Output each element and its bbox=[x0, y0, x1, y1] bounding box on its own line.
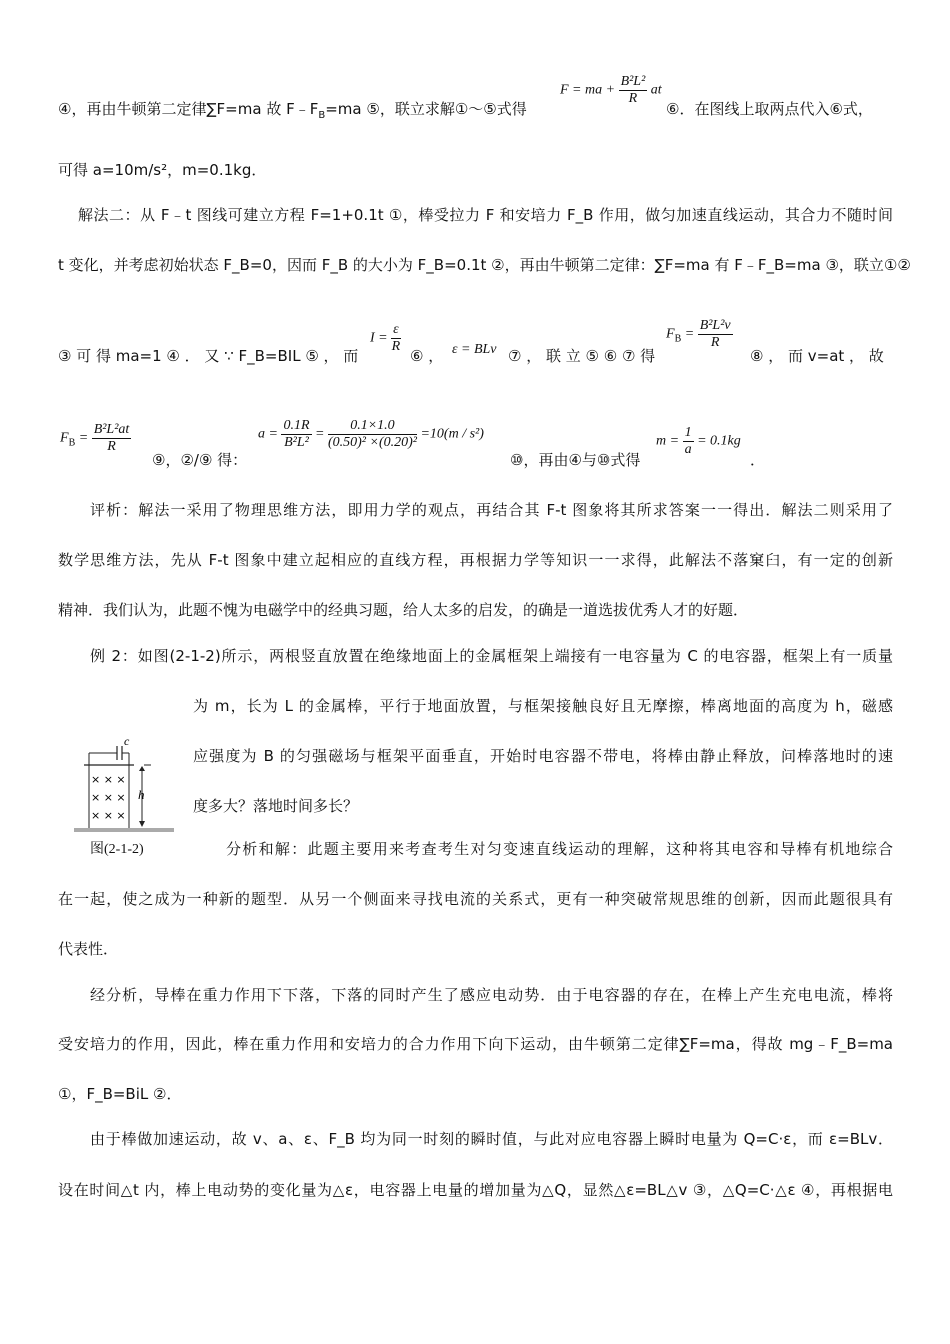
text-line-13: 度多大？落地时间多长？ bbox=[193, 797, 359, 815]
height-label: h bbox=[138, 787, 145, 802]
ground bbox=[74, 828, 174, 832]
text-line-10: 例 2：如图(2-1-2)所示，两根竖直放置在绝缘地面上的金属框架上端接有一电容量为 C 的电容器，框架上有一质量 bbox=[90, 647, 893, 665]
text-line-7: 评析：解法一采用了物理思维方法，即用力学的观点，再结合其 F-t 图象将其所求答案一一得出．解法二则采用了 bbox=[90, 501, 893, 519]
field-crosses-row-3: × × × bbox=[91, 809, 126, 822]
arrow-head-down bbox=[139, 821, 145, 827]
text-line-1: ④，再由牛顿第二定律∑F=ma 故 $F﹣F_B=ma$ ⑤，联立求解①～⑤式得 bbox=[58, 100, 527, 121]
text-line-19: ①，F_B=BiL ②． bbox=[58, 1085, 182, 1103]
text-line-5c: ⑦ ， 联 立 ⑤ ⑥ ⑦ 得 bbox=[508, 347, 656, 365]
text-line-18: 受安培力的作用，因此，棒在重力作用和安培力的合力作用下向下运动，由牛顿第二定律∑F=ma，得故 mg﹣F_B=ma bbox=[58, 1035, 893, 1053]
capacitor-label: c bbox=[124, 734, 130, 748]
text-line-5b: ⑥ ， bbox=[410, 347, 444, 365]
field-crosses-row-1: × × × bbox=[91, 773, 126, 786]
text-line-9: 精神．我们认为，此题不愧为电磁学中的经典习题，给人太多的启发，的确是一道选拔优秀人才的好题． bbox=[58, 601, 749, 619]
formula-fb-at: $F_B$ = $\frac{\text{B²L²at}}{R}$ bbox=[60, 422, 130, 454]
text-line-11: 为 m，长为 L 的金属棒，平行于地面放置，与框架接触良好且无摩擦，棒离地面的高度为 h，磁感 bbox=[193, 697, 893, 715]
text-line-5: ③ 可 得 ma=1 ④ ． 又 ∵ F_B=BIL ⑤ ， 而 bbox=[58, 347, 359, 365]
text-line-6c: ． bbox=[750, 451, 766, 469]
figure-caption: 图(2-1-2) bbox=[90, 842, 144, 857]
arrow-head-up bbox=[139, 766, 145, 771]
formula-current: I = $\frac{\varepsilon}{R}$ bbox=[370, 322, 401, 354]
formula-acceleration: a = $\frac{0.1R}{\text{B²L²}}$ = $\frac{0.1\times 1.0}{\text{(0.50)² ×(0.20)²}}$ =10(m / s²) bbox=[258, 418, 484, 450]
text-line-6b: ⑩，再由④与⑩式得 bbox=[510, 451, 641, 469]
formula-emf: ε = BLv bbox=[452, 342, 497, 357]
text-line-2: 可得 a=10m/s²，m=0.1kg． bbox=[58, 161, 267, 179]
text-line-8: 数学思维方法，先从 F-t 图象中建立起相应的直线方程，再根据力学等知识一一求得，此解法不落窠臼，有一定的创新 bbox=[58, 551, 893, 569]
text-line-17: 经分析，导棒在重力作用下下落，下落的同时产生了感应电动势．由于电容器的存在，在棒上产生充电电流，棒将 bbox=[90, 986, 893, 1004]
text-line-12: 应强度为 B 的匀强磁场与框架平面垂直，开始时电容器不带电，将棒由静止释放，问棒落地时的速 bbox=[193, 747, 893, 765]
text-line-3: 解法二：从 F﹣t 图线可建立方程 F=1+0.1t ①，棒受拉力 F 和安培力 F_B 作用，做匀加速直线运动，其合力不随时间 bbox=[78, 206, 893, 224]
text-line-5d: ⑧ ， 而 v=at ， 故 bbox=[750, 347, 884, 365]
text-line-14: 分析和解：此题主要用来考查考生对匀变速直线运动的理解，这种将其电容和导棒有机地综合 bbox=[226, 840, 893, 858]
text-line-20: 由于棒做加速运动，故 v、a、ε、F_B 均为同一时刻的瞬时值，与此对应电容器上瞬时电量为 Q=C·ε，而 ε=BLv． bbox=[90, 1130, 893, 1148]
formula-f-ma: F = ma + $\frac{\text{B²L²}}{R}$ at bbox=[560, 74, 662, 106]
formula-mass: m = $\frac{1}{a}$ = 0.1kg bbox=[656, 425, 741, 457]
field-crosses-row-2: × × × bbox=[91, 791, 126, 804]
text-line-4: t 变化，并考虑初始状态 F_B=0，因而 F_B 的大小为 F_B=0.1t ②，再由牛顿第二定律：∑F=ma 有 F﹣F_B=ma ③，联立①② bbox=[58, 256, 911, 274]
text-line-1-tail: ⑥．在图线上取两点代入⑥式， bbox=[666, 100, 873, 118]
text-line-21: 设在时间△t 内，棒上电动势的变化量为△ε，电容器上电量的增加量为△Q，显然△ε=BL△v ③，△Q=C·△ε ④，再根据电 bbox=[58, 1181, 893, 1199]
text-line-15: 在一起，使之成为一种新的题型．从另一个侧面来寻找电流的关系式，更有一种突破常规思维的创新，因而此题很具有 bbox=[58, 890, 893, 908]
text-line-6: ⑨，②/⑨ 得： bbox=[152, 451, 248, 469]
formula-fb-v: $F_B$ = $\frac{\text{B²L²v}}{R}$ bbox=[666, 318, 731, 350]
text-line-16: 代表性． bbox=[58, 940, 119, 958]
